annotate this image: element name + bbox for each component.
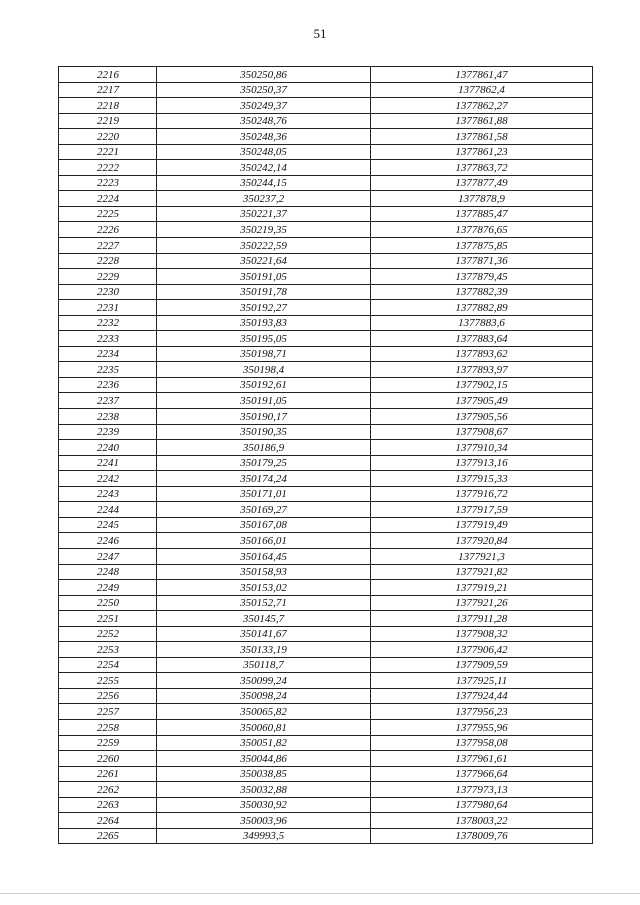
- x-coordinate-cell: 350164,45: [157, 548, 371, 564]
- point-number-cell: 2226: [59, 222, 157, 238]
- table-row: [59, 67, 593, 83]
- y-coordinate-cell: 1377910,34: [371, 440, 593, 456]
- point-number-cell: 2248: [59, 564, 157, 580]
- y-coordinate-cell: 1377956,23: [371, 704, 593, 720]
- y-coordinate-cell: 1377961,61: [371, 751, 593, 767]
- point-number-cell: 2238: [59, 409, 157, 425]
- y-coordinate-cell: 1377980,64: [371, 797, 593, 813]
- x-coordinate-cell: 350242,14: [157, 160, 371, 176]
- x-coordinate-cell: 350030,92: [157, 797, 371, 813]
- y-coordinate-cell: 1377862,27: [371, 98, 593, 114]
- point-number-cell: 2217: [59, 82, 157, 98]
- y-coordinate-cell: 1377905,56: [371, 409, 593, 425]
- x-coordinate-cell: 350237,2: [157, 191, 371, 207]
- y-coordinate-cell: 1377863,72: [371, 160, 593, 176]
- point-number-cell: 2218: [59, 98, 157, 114]
- y-coordinate-cell: 1377876,65: [371, 222, 593, 238]
- y-coordinate-cell: 1378009,76: [371, 828, 593, 844]
- y-coordinate-cell: 1377878,9: [371, 191, 593, 207]
- table-row: [59, 548, 593, 564]
- y-coordinate-cell: 1377861,47: [371, 67, 593, 83]
- table-row: [59, 238, 593, 254]
- y-coordinate-cell: 1377919,49: [371, 517, 593, 533]
- table-row: [59, 300, 593, 316]
- x-coordinate-cell: 350166,01: [157, 533, 371, 549]
- point-number-cell: 2256: [59, 688, 157, 704]
- point-number-cell: 2244: [59, 502, 157, 518]
- point-number-cell: 2241: [59, 455, 157, 471]
- y-coordinate-cell: 1377906,42: [371, 642, 593, 658]
- y-coordinate-cell: 1377893,97: [371, 362, 593, 378]
- point-number-cell: 2234: [59, 346, 157, 362]
- point-number-cell: 2219: [59, 113, 157, 129]
- point-number-cell: 2261: [59, 766, 157, 782]
- table-row: [59, 688, 593, 704]
- table-row: [59, 735, 593, 751]
- table-row: [59, 284, 593, 300]
- x-coordinate-cell: 350190,17: [157, 409, 371, 425]
- table-row: [59, 766, 593, 782]
- table-row: [59, 580, 593, 596]
- x-coordinate-cell: 350038,85: [157, 766, 371, 782]
- table-row: [59, 175, 593, 191]
- y-coordinate-cell: 1377921,26: [371, 595, 593, 611]
- y-coordinate-cell: 1377885,47: [371, 206, 593, 222]
- y-coordinate-cell: 1377875,85: [371, 238, 593, 254]
- table-row: [59, 409, 593, 425]
- x-coordinate-cell: 350249,37: [157, 98, 371, 114]
- point-number-cell: 2250: [59, 595, 157, 611]
- table-row: [59, 719, 593, 735]
- x-coordinate-cell: 350145,7: [157, 611, 371, 627]
- y-coordinate-cell: 1377861,23: [371, 144, 593, 160]
- point-number-cell: 2246: [59, 533, 157, 549]
- y-coordinate-cell: 1377905,49: [371, 393, 593, 409]
- point-number-cell: 2232: [59, 315, 157, 331]
- point-number-cell: 2247: [59, 548, 157, 564]
- table-row: [59, 331, 593, 347]
- x-coordinate-cell: 350186,9: [157, 440, 371, 456]
- table-row: [59, 424, 593, 440]
- point-number-cell: 2221: [59, 144, 157, 160]
- point-number-cell: 2230: [59, 284, 157, 300]
- point-number-cell: 2265: [59, 828, 157, 844]
- point-number-cell: 2223: [59, 175, 157, 191]
- y-coordinate-cell: 1378003,22: [371, 813, 593, 829]
- point-number-cell: 2259: [59, 735, 157, 751]
- y-coordinate-cell: 1377861,58: [371, 129, 593, 145]
- x-coordinate-cell: 350191,05: [157, 393, 371, 409]
- x-coordinate-cell: 350169,27: [157, 502, 371, 518]
- y-coordinate-cell: 1377924,44: [371, 688, 593, 704]
- y-coordinate-cell: 1377908,32: [371, 626, 593, 642]
- table-row: [59, 502, 593, 518]
- table-row: [59, 533, 593, 549]
- x-coordinate-cell: 350003,96: [157, 813, 371, 829]
- table-row: [59, 98, 593, 114]
- point-number-cell: 2225: [59, 206, 157, 222]
- x-coordinate-cell: 350118,7: [157, 657, 371, 673]
- table-row: [59, 144, 593, 160]
- x-coordinate-cell: 350250,37: [157, 82, 371, 98]
- y-coordinate-cell: 1377871,36: [371, 253, 593, 269]
- x-coordinate-cell: 350098,24: [157, 688, 371, 704]
- y-coordinate-cell: 1377902,15: [371, 377, 593, 393]
- y-coordinate-cell: 1377913,16: [371, 455, 593, 471]
- y-coordinate-cell: 1377877,49: [371, 175, 593, 191]
- table-row: [59, 564, 593, 580]
- table-row: [59, 377, 593, 393]
- point-number-cell: 2253: [59, 642, 157, 658]
- y-coordinate-cell: 1377861,88: [371, 113, 593, 129]
- x-coordinate-cell: 350193,83: [157, 315, 371, 331]
- table-row: [59, 782, 593, 798]
- table-row: [59, 191, 593, 207]
- point-number-cell: 2235: [59, 362, 157, 378]
- point-number-cell: 2237: [59, 393, 157, 409]
- point-number-cell: 2262: [59, 782, 157, 798]
- y-coordinate-cell: 1377958,08: [371, 735, 593, 751]
- y-coordinate-cell: 1377921,3: [371, 548, 593, 564]
- point-number-cell: 2239: [59, 424, 157, 440]
- table-row: [59, 657, 593, 673]
- table-row: [59, 797, 593, 813]
- table-row: [59, 222, 593, 238]
- page-bottom-rule: [0, 893, 640, 894]
- point-number-cell: 2224: [59, 191, 157, 207]
- table-row: [59, 129, 593, 145]
- y-coordinate-cell: 1377909,59: [371, 657, 593, 673]
- x-coordinate-cell: 350248,36: [157, 129, 371, 145]
- table-row: [59, 486, 593, 502]
- point-number-cell: 2254: [59, 657, 157, 673]
- x-coordinate-cell: 350171,01: [157, 486, 371, 502]
- x-coordinate-cell: 350174,24: [157, 471, 371, 487]
- point-number-cell: 2231: [59, 300, 157, 316]
- point-number-cell: 2242: [59, 471, 157, 487]
- x-coordinate-cell: 350051,82: [157, 735, 371, 751]
- table-row: [59, 673, 593, 689]
- point-number-cell: 2264: [59, 813, 157, 829]
- x-coordinate-cell: 350044,86: [157, 751, 371, 767]
- x-coordinate-cell: 350192,61: [157, 377, 371, 393]
- table-row: [59, 471, 593, 487]
- x-coordinate-cell: 350219,35: [157, 222, 371, 238]
- point-number-cell: 2227: [59, 238, 157, 254]
- point-number-cell: 2249: [59, 580, 157, 596]
- y-coordinate-cell: 1377915,33: [371, 471, 593, 487]
- y-coordinate-cell: 1377919,21: [371, 580, 593, 596]
- x-coordinate-cell: 350198,4: [157, 362, 371, 378]
- table-row: [59, 315, 593, 331]
- x-coordinate-cell: 350099,24: [157, 673, 371, 689]
- x-coordinate-cell: 350191,05: [157, 269, 371, 285]
- y-coordinate-cell: 1377911,28: [371, 611, 593, 627]
- point-number-cell: 2228: [59, 253, 157, 269]
- x-coordinate-cell: 350152,71: [157, 595, 371, 611]
- x-coordinate-cell: 350032,88: [157, 782, 371, 798]
- table-row: [59, 611, 593, 627]
- table-row: [59, 813, 593, 829]
- table-row: [59, 751, 593, 767]
- table-row: [59, 206, 593, 222]
- table-row: [59, 704, 593, 720]
- y-coordinate-cell: 1377955,96: [371, 719, 593, 735]
- table-row: [59, 440, 593, 456]
- point-number-cell: 2263: [59, 797, 157, 813]
- x-coordinate-cell: 350248,05: [157, 144, 371, 160]
- x-coordinate-cell: 350167,08: [157, 517, 371, 533]
- point-number-cell: 2251: [59, 611, 157, 627]
- x-coordinate-cell: 350244,15: [157, 175, 371, 191]
- table-row: [59, 828, 593, 844]
- x-coordinate-cell: 350190,35: [157, 424, 371, 440]
- point-number-cell: 2220: [59, 129, 157, 145]
- point-number-cell: 2255: [59, 673, 157, 689]
- y-coordinate-cell: 1377921,82: [371, 564, 593, 580]
- point-number-cell: 2240: [59, 440, 157, 456]
- y-coordinate-cell: 1377882,89: [371, 300, 593, 316]
- y-coordinate-cell: 1377879,45: [371, 269, 593, 285]
- y-coordinate-cell: 1377916,72: [371, 486, 593, 502]
- x-coordinate-cell: 350221,64: [157, 253, 371, 269]
- point-number-cell: 2216: [59, 67, 157, 83]
- y-coordinate-cell: 1377908,67: [371, 424, 593, 440]
- point-number-cell: 2243: [59, 486, 157, 502]
- y-coordinate-cell: 1377973,13: [371, 782, 593, 798]
- point-number-cell: 2260: [59, 751, 157, 767]
- table-row: [59, 160, 593, 176]
- table-row: [59, 346, 593, 362]
- x-coordinate-cell: 350221,37: [157, 206, 371, 222]
- x-coordinate-cell: 350222,59: [157, 238, 371, 254]
- x-coordinate-cell: 350065,82: [157, 704, 371, 720]
- x-coordinate-cell: 350153,02: [157, 580, 371, 596]
- y-coordinate-cell: 1377917,59: [371, 502, 593, 518]
- y-coordinate-cell: 1377883,6: [371, 315, 593, 331]
- table-row: [59, 626, 593, 642]
- point-number-cell: 2258: [59, 719, 157, 735]
- y-coordinate-cell: 1377920,84: [371, 533, 593, 549]
- x-coordinate-cell: 350195,05: [157, 331, 371, 347]
- y-coordinate-cell: 1377882,39: [371, 284, 593, 300]
- y-coordinate-cell: 1377893,62: [371, 346, 593, 362]
- x-coordinate-cell: 350192,27: [157, 300, 371, 316]
- y-coordinate-cell: 1377883,64: [371, 331, 593, 347]
- page-number: 51: [313, 26, 327, 41]
- point-number-cell: 2252: [59, 626, 157, 642]
- table-row: [59, 393, 593, 409]
- point-number-cell: 2233: [59, 331, 157, 347]
- x-coordinate-cell: 350191,78: [157, 284, 371, 300]
- x-coordinate-cell: 350179,25: [157, 455, 371, 471]
- point-number-cell: 2236: [59, 377, 157, 393]
- table-row: [59, 113, 593, 129]
- x-coordinate-cell: 350250,86: [157, 67, 371, 83]
- point-number-cell: 2245: [59, 517, 157, 533]
- point-number-cell: 2257: [59, 704, 157, 720]
- table-row: [59, 82, 593, 98]
- x-coordinate-cell: 350133,19: [157, 642, 371, 658]
- y-coordinate-cell: 1377862,4: [371, 82, 593, 98]
- table-row: [59, 455, 593, 471]
- table-row: [59, 595, 593, 611]
- coordinates-table-body: [59, 67, 593, 844]
- y-coordinate-cell: 1377966,64: [371, 766, 593, 782]
- table-row: [59, 517, 593, 533]
- x-coordinate-cell: 349993,5: [157, 828, 371, 844]
- x-coordinate-cell: 350141,67: [157, 626, 371, 642]
- x-coordinate-cell: 350248,76: [157, 113, 371, 129]
- point-number-cell: 2222: [59, 160, 157, 176]
- table-row: [59, 253, 593, 269]
- coordinates-table: [58, 66, 593, 844]
- x-coordinate-cell: 350198,71: [157, 346, 371, 362]
- x-coordinate-cell: 350060,81: [157, 719, 371, 735]
- y-coordinate-cell: 1377925,11: [371, 673, 593, 689]
- table-row: [59, 642, 593, 658]
- point-number-cell: 2229: [59, 269, 157, 285]
- x-coordinate-cell: 350158,93: [157, 564, 371, 580]
- table-row: [59, 269, 593, 285]
- table-row: [59, 362, 593, 378]
